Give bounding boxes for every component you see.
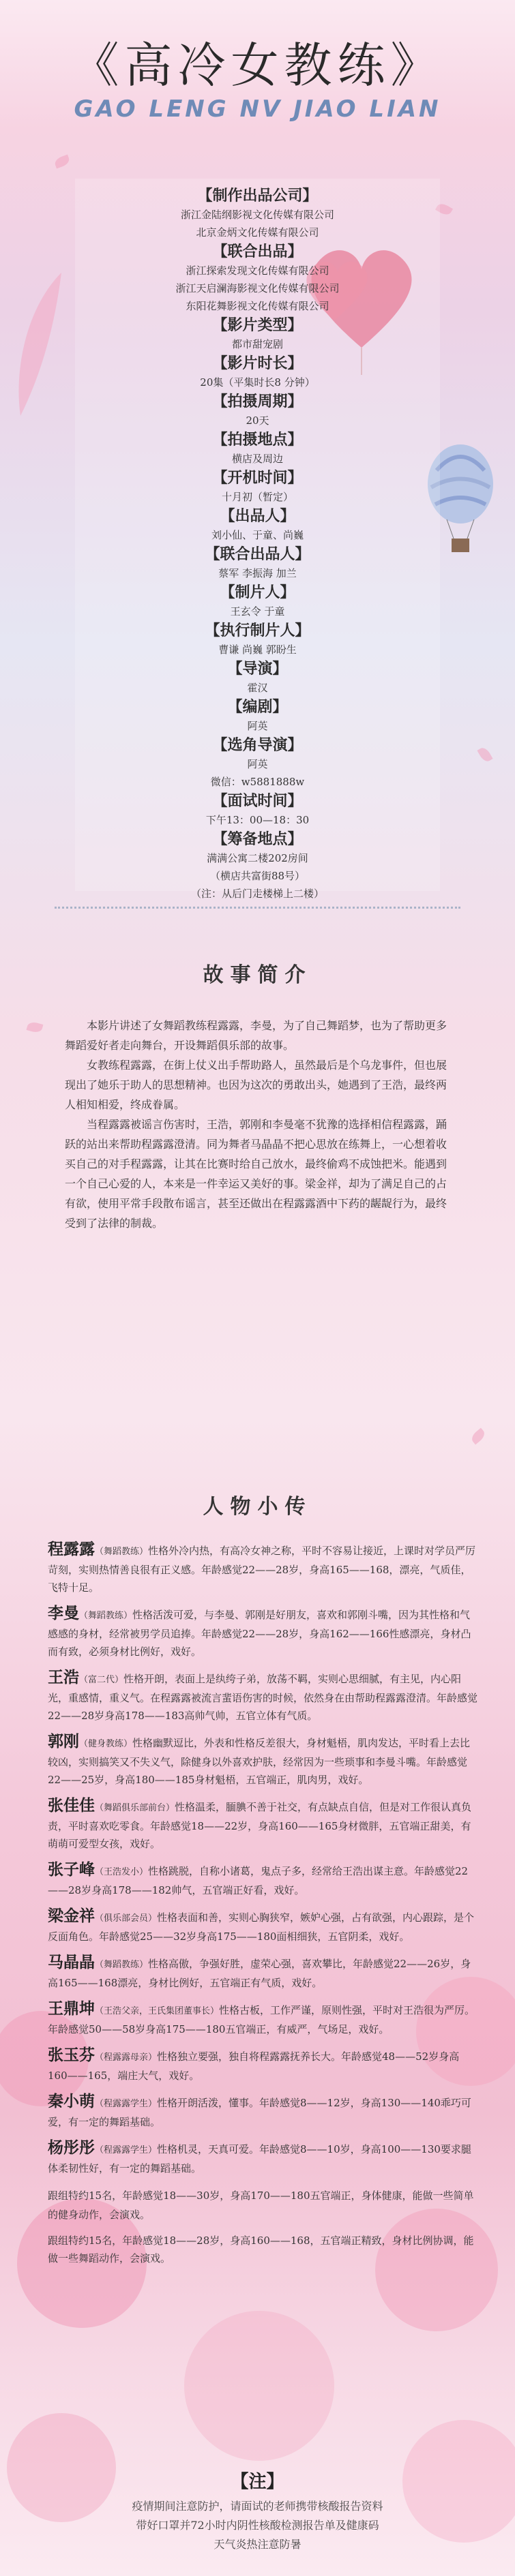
info-value: 霍汉 xyxy=(247,682,268,694)
info-heading: 【制片人】 xyxy=(220,584,295,601)
info-heading: 【拍摄地点】 xyxy=(212,431,303,449)
notice-text: 疫情期间注意防护，请面试的老师携带核酸报告资料 xyxy=(132,2500,383,2513)
info-value: 阿英 xyxy=(247,758,268,770)
story-paragraph: 女教练程露露，在街上仗义出手帮助路人，虽然最后是个乌龙事件，但也展现出了她乐于助人的思想精神。也因为这次的勇敢出头，她遇到了王浩，最终两人相知相爱，终成眷属。 xyxy=(65,1059,447,1111)
character-item: 秦小萌（程露露学生）性格开朗活泼，懂事。年龄感觉8——12岁，身高130——140乖巧可爱，有一定的舞蹈基础。 xyxy=(48,2092,471,2128)
info-value: 曹谦 尚巍 郭盼生 xyxy=(218,643,297,656)
divider xyxy=(55,907,460,909)
info-heading: 【出品人】 xyxy=(220,507,295,525)
info-heading: 【联合出品】 xyxy=(212,243,303,260)
info-value: （注：从后门走楼梯上二楼） xyxy=(190,888,324,900)
character-item: 李曼（舞蹈教练）性格活泼可爱，与李曼、郭刚是好朋友，喜欢和郭刚斗嘴，因为其性格和气感感的身材，经常被男学员追捧。年龄感觉22——28岁，身高162——166性感漂亮，身材凸而有致，必须身材比例好，戏好。 xyxy=(48,1604,471,1658)
character-item: 张佳佳（舞蹈俱乐部前台）性格温柔，腼腆不善于社交，有点缺点自信，但是对工作很认真负责，平时喜欢吃零食。年龄感觉18——22岁，身高160——165身材微胖，五官端正甜美，有萌萌可爱型女孩，戏好。 xyxy=(48,1796,472,1850)
info-value: 东阳花舞影视文化传媒有限公司 xyxy=(186,300,329,312)
info-value: 20集（平集时长8 分钟） xyxy=(200,376,315,389)
info-value: 阿英 xyxy=(247,720,268,732)
character-item: 马晶晶（舞蹈教练）性格高傲，争强好胜，虚荣心强，喜欢攀比，年龄感觉22——26岁，身高165——168漂亮，身材比例好，五官端正有气质，戏好。 xyxy=(48,1953,471,1989)
production-info xyxy=(75,179,440,900)
info-value: 满满公寓二楼202房间 xyxy=(207,852,308,864)
notice xyxy=(55,2468,460,2554)
info-heading: 【编剧】 xyxy=(227,698,288,716)
notice-text: 带好口罩并72小时内阴性核酸检测报告单及健康码 xyxy=(136,2519,379,2532)
notice-text: 天气炎热注意防暑 xyxy=(214,2538,301,2551)
character-item: 梁金祥（俱乐部会员）性格表面和善，实则心胸狭窄，嫉妒心强，占有欲强，内心跟踪，是个反面角色。年龄感觉25——32岁身高175——180面相细狭，五官阴柔，戏好。 xyxy=(48,1907,475,1943)
extras-item: 跟组特约15名，年龄感觉18——28岁，身高160——168，五官端正精致，身材比例协调，能做一些舞蹈动作，会演戏。 xyxy=(48,2234,474,2264)
character-item: 郭刚（健身教练）性格幽默逗比，外表和性格反差很大，身材魁梧，肌肉发达，平时看上去比较凶，实则搞笑又不失义气，除健身以外喜欢护肤，经常因为一些琐事和李曼斗嘴。年龄感觉22——25岁，身高180——185身材魁梧，五官端正，肌肉男，戏好。 xyxy=(48,1732,471,1786)
info-value: 浙江天启澜海影视文化传媒有限公司 xyxy=(175,282,340,294)
info-value: 微信：w5881888w xyxy=(210,776,305,788)
info-value: 蔡军 李振海 加兰 xyxy=(218,567,297,579)
info-value: 都市甜宠剧 xyxy=(231,338,283,350)
info-value: 20天 xyxy=(246,414,269,427)
info-heading: 【选角导演】 xyxy=(212,736,303,754)
info-heading: 【导演】 xyxy=(227,660,288,678)
character-item: 跟组特约15名，年龄感觉18——30岁，身高170——180五官端正，身体健康，能做一些简单的健身动作，会演戏。 xyxy=(48,2189,474,2221)
info-heading: 【筹备地点】 xyxy=(212,830,303,848)
character-item: 杨彤彤（程露露学生）性格机灵，天真可爱。年龄感觉8——10岁，身高100——130要求腿体柔韧性好，有一定的舞蹈基础。 xyxy=(48,2138,471,2175)
info-value: 浙江金陆纲影视文化传媒有限公司 xyxy=(180,209,334,221)
story-paragraph: 本影片讲述了女舞蹈教练程露露，李曼，为了自己舞蹈梦，也为了帮助更多舞蹈爱好者走向舞台，开设舞蹈俱乐部的故事。 xyxy=(65,1019,447,1052)
info-value: 刘小仙、于童、尚巍 xyxy=(211,529,304,541)
info-heading: 【影片类型】 xyxy=(212,316,303,334)
info-heading: 【执行制片人】 xyxy=(205,622,310,639)
characters-title: 人物小传 xyxy=(203,1495,312,1519)
info-value: 北京金炳文化传媒有限公司 xyxy=(196,226,319,239)
info-value: 下午13：00—18：30 xyxy=(205,814,310,826)
info-heading: 【拍摄周期】 xyxy=(212,393,303,410)
info-value: 浙江探索发现文化传媒有限公司 xyxy=(186,264,329,277)
info-heading: 【面试时间】 xyxy=(212,792,303,810)
info-heading: 【开机时间】 xyxy=(212,469,303,487)
info-value: 王玄令 于童 xyxy=(230,605,285,618)
story-text xyxy=(65,1016,454,1233)
info-value: （横店共富街88号） xyxy=(209,870,306,882)
page-title: 《高冷女教练》 xyxy=(71,37,444,93)
character-list xyxy=(48,1541,477,2275)
info-value: 十月初（暂定） xyxy=(221,491,293,503)
character-item: 王浩（富二代）性格开朗，表面上是纨绔子弟，放荡不羁，实则心思细腻，有主见，内心阳光，重感情，重义气。在程露露被流言蜚语伤害的时候，依然身在由帮助程露露澄清。年龄感觉22——28岁身高178——183高帅气帅，五官立体有气质。 xyxy=(48,1668,478,1722)
character-item: 程露露（舞蹈教练）性格外冷内热，有高冷女神之称，平时不容易让接近，上课时对学员严厉苛刻，实则热情善良很有正义感。年龄感觉22——28岁，身高165——168，漂亮，气质佳，飞特十足。 xyxy=(48,1540,476,1594)
feather-icon xyxy=(7,266,68,423)
notice-title: 【注】 xyxy=(231,2472,284,2492)
page-subtitle: GAO LENG NV JIAO LIAN xyxy=(74,95,441,123)
story-paragraph: 当程露露被谣言伤害时，王浩，郭刚和李曼毫不犹豫的选择相信程露露，踊跃的站出来帮助程露露澄清。同为舞者马晶晶不把心思放在练舞上，一心想着收买自己的对手程露露，让其在比赛时给自己放水，最终偷鸡不成蚀把米。能遇到一个自己心爱的人，本来是一件幸运又美好的事。梁金祥，却为了满足自己的占有欲，使用平常手段散布谣言，甚至还做出在程露露酒中下药的龌龊行为，最终受到了法律的制裁。 xyxy=(65,1118,447,1230)
story-title: 故事简介 xyxy=(203,963,312,987)
character-item: 张子峰（王浩发小）性格跳脱，自称小诸葛，鬼点子多，经常给王浩出谋主意。年龄感觉22——28岁身高178——182帅气，五官端正好看，戏好。 xyxy=(48,1860,469,1896)
info-value: 横店及周边 xyxy=(231,453,283,465)
info-heading: 【制作出品公司】 xyxy=(197,187,318,204)
info-heading: 【影片时长】 xyxy=(212,354,303,372)
character-item: 张玉芬（程露露母亲）性格独立要强，独自将程露露抚养长大。年龄感觉48——52岁身高160——165，端庄大气，戏好。 xyxy=(48,2046,460,2082)
character-item: 王鼎坤（王浩父亲，王氏集团董事长）性格古板，工作严谨，原则性强，平时对王浩很为严厉。年龄感觉50——58岁身高175——180五官端正，有威严，气场足，戏好。 xyxy=(48,1999,475,2035)
info-heading: 【联合出品人】 xyxy=(205,545,310,563)
